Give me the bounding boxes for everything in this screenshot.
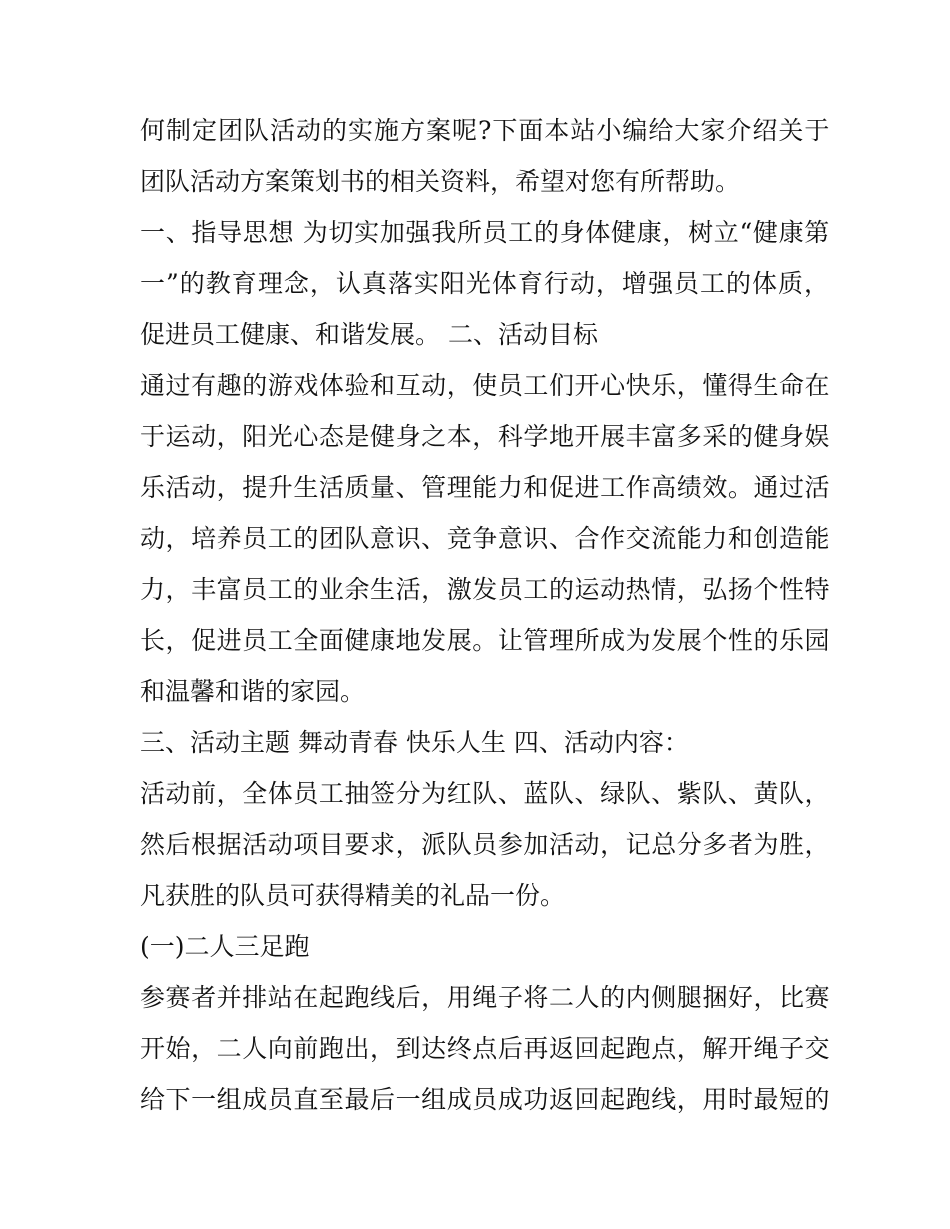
text-line: 然后根据活动项目要求，派队员参加活动，记总分多者为胜， xyxy=(140,830,831,859)
text-line: 于运动，阳光心态是健身之本，科学地开展丰富多采的健身娱 xyxy=(140,422,831,451)
text-line: 乐活动，提升生活质量、管理能力和促进工作高绩效。通过活 xyxy=(140,473,831,502)
text-line: 通过有趣的游戏体验和互动，使员工们开心快乐，懂得生命在 xyxy=(140,371,831,400)
text-line: 和温馨和谐的家园。 xyxy=(140,677,366,706)
section-heading-line: 三、活动主题 舞动青春 快乐人生 四、活动内容： xyxy=(140,728,689,757)
text-line: 凡获胜的队员可获得精美的礼品一份。 xyxy=(140,881,566,910)
text-line: 开始，二人向前跑出，到达终点后再返回起跑点，解开绳子交 xyxy=(140,1034,831,1063)
text-line: 动，培养员工的团队意识、竞争意识、合作交流能力和创造能 xyxy=(140,524,831,553)
text-line: 力，丰富员工的业余生活，激发员工的运动热情，弘扬个性特 xyxy=(140,575,831,604)
text-line: 活动前，全体员工抽签分为红队、蓝队、绿队、紫队、黄队， xyxy=(140,779,831,808)
text-line: 一”的教育理念，认真落实阳光体育行动，增强员工的体质， xyxy=(140,269,830,298)
text-line: 参赛者并排站在起跑线后，用绳子将二人的内侧腿捆好，比赛 xyxy=(140,983,831,1012)
text-line: 给下一组成员直至最后一组成员成功返回起跑线，用时最短的 xyxy=(140,1085,831,1114)
section-heading-line: 促进员工健康、和谐发展。 二、活动目标 xyxy=(140,320,598,349)
subsection-heading: (一)二人三足跑 xyxy=(140,932,310,961)
text-line: 何制定团队活动的实施方案呢?下面本站小编给大家介绍关于 xyxy=(140,116,831,145)
text-line: 团队活动方案策划书的相关资料，希望对您有所帮助。 xyxy=(140,167,741,196)
section-heading-line: 一、指导思想 为切实加强我所员工的身体健康，树立“健康第 xyxy=(140,218,830,247)
document-body xyxy=(140,105,830,1125)
text-line: 长，促进员工全面健康地发展。让管理所成为发展个性的乐园 xyxy=(140,626,831,655)
